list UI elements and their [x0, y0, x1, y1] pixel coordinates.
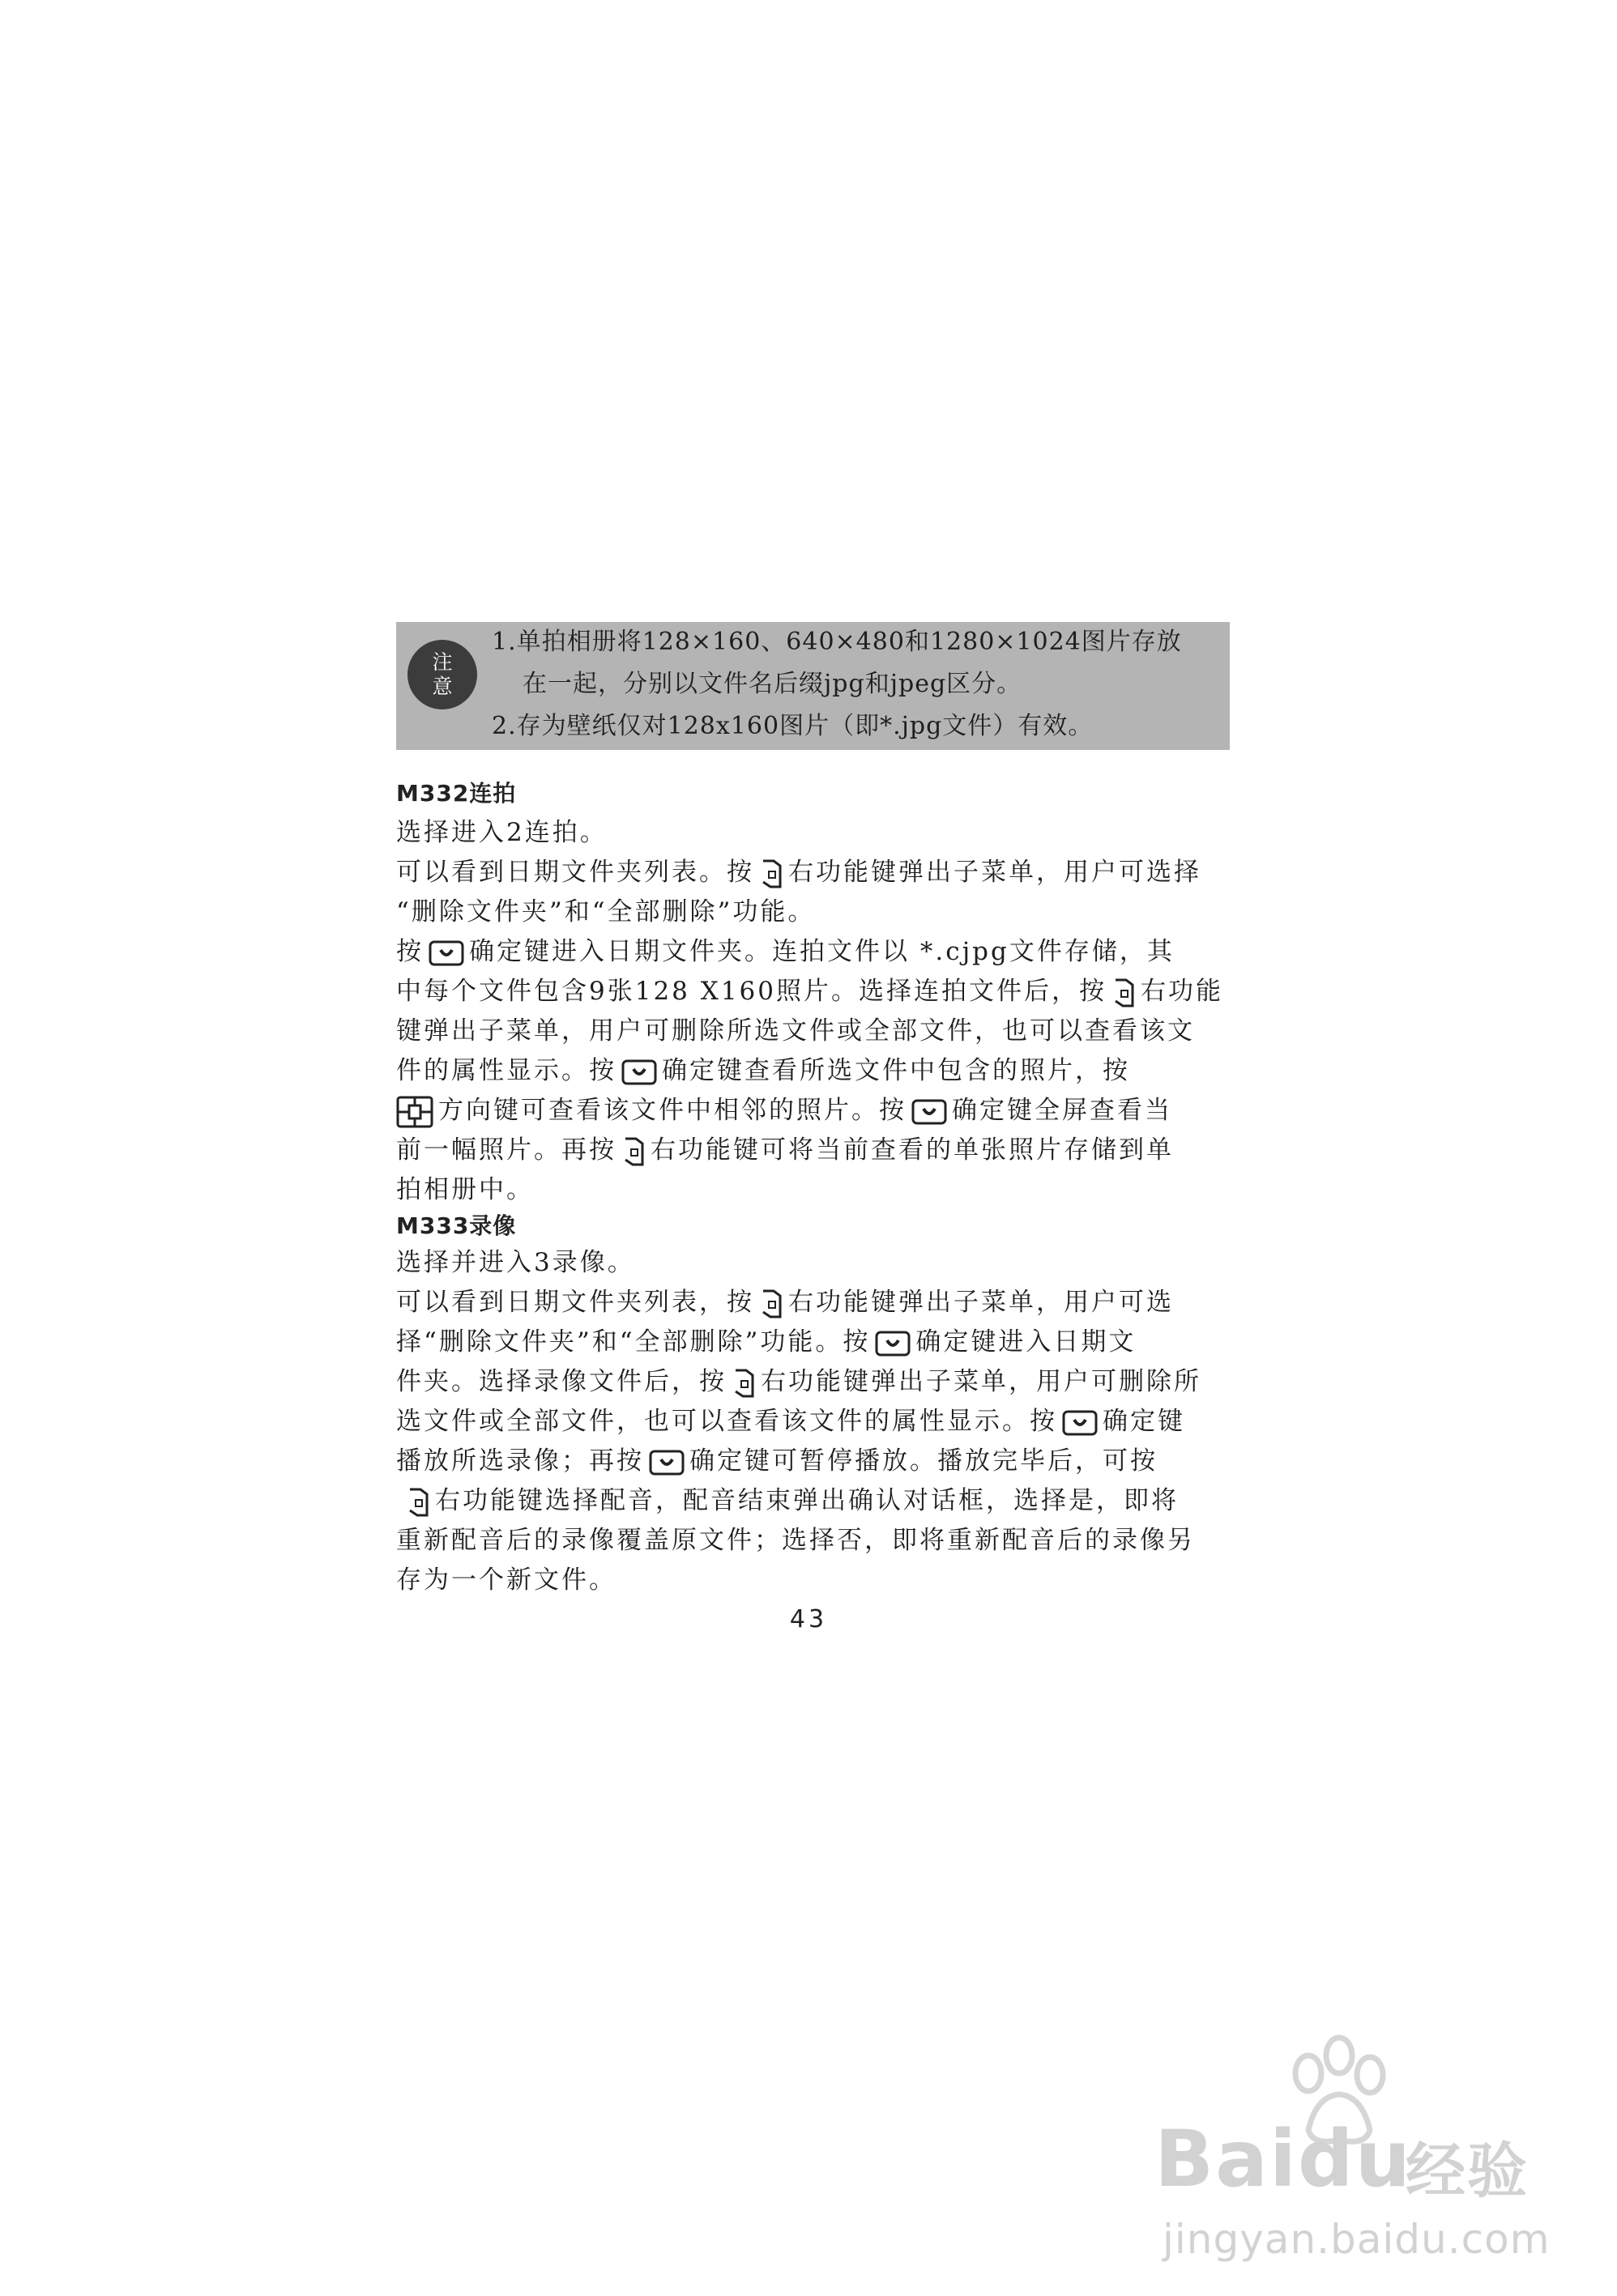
text-line — [396, 1051, 1239, 1091]
text-span: 右功能 — [1140, 977, 1223, 1006]
text-span: 选文件或全部文件，也可以查看该文件的属性显示。按 — [396, 1407, 1057, 1436]
text-span: 确定键进入日期文 — [915, 1327, 1137, 1357]
text-line: 选择进入2连拍。 — [396, 818, 608, 847]
right-soft-key-icon — [406, 1486, 430, 1519]
right-soft-key-icon — [1111, 977, 1136, 1009]
right-soft-key-icon — [732, 1367, 756, 1399]
note-badge-top: 注 — [432, 650, 453, 674]
text-line — [396, 1091, 1239, 1131]
text-span: 右功能键弹出子菜单，用户可选择 — [788, 858, 1201, 887]
text-span: 播放所选录像；再按 — [396, 1446, 644, 1476]
right-soft-key-icon — [621, 1135, 646, 1168]
watermark-brand: Bai — [1154, 2114, 1298, 2204]
text-line: 重新配音后的录像覆盖原文件；选择否，即将重新配音后的录像另 — [396, 1526, 1195, 1555]
text-span: 按 — [396, 937, 424, 966]
text-line: 选择并进入3录像。 — [396, 1248, 635, 1277]
text-span: 中每个文件包含9张128 X160照片。选择连拍文件后，按 — [396, 977, 1107, 1006]
text-span: 可以看到日期文件夹列表，按 — [396, 1288, 754, 1317]
right-soft-key-icon — [759, 1288, 783, 1320]
text-span: 确定键查看所选文件中包含的照片，按 — [662, 1056, 1130, 1085]
ok-key-icon — [911, 1099, 947, 1125]
watermark-url: jingyan.baidu.com — [1163, 2216, 1551, 2263]
ok-key-icon — [875, 1331, 911, 1357]
ok-key-icon — [1062, 1410, 1098, 1436]
text-span: 右功能键弹出子菜单，用户可选 — [788, 1288, 1174, 1317]
ok-key-icon — [429, 940, 464, 966]
text-line — [396, 853, 1239, 892]
text-span: 右功能键选择配音，配音结束弹出确认对话框，选择是，即将 — [435, 1486, 1179, 1515]
text-span: 件的属性显示。按 — [396, 1056, 617, 1085]
note-line-2: 在一起，分别以文件名后缀jpg和jpeg区分。 — [523, 670, 1022, 698]
text-line: 存为一个新文件。 — [396, 1565, 617, 1595]
text-line — [396, 1402, 1239, 1442]
note-badge — [407, 640, 477, 709]
section1-body — [396, 813, 1239, 1210]
direction-key-icon — [396, 1096, 433, 1128]
ok-key-icon — [649, 1450, 685, 1476]
text-line — [396, 1131, 1239, 1170]
text-span: 右功能键弹出子菜单，用户可删除所 — [761, 1367, 1201, 1396]
watermark-brand-du: du — [1297, 2114, 1412, 2204]
text-line — [396, 1481, 1239, 1521]
text-line: 拍相册中。 — [396, 1175, 534, 1204]
section-heading-m333: M333录像 — [396, 1212, 517, 1239]
text-span: 右功能键可将当前查看的单张照片存储到单 — [651, 1135, 1174, 1165]
text-line — [396, 972, 1239, 1012]
watermark-suffix: 经验 — [1406, 2136, 1529, 2206]
text-span: 确定键 — [1103, 1407, 1185, 1436]
text-span: 确定键进入日期文件夹。连拍文件以 *.cjpg文件存储，其 — [469, 937, 1175, 966]
text-line — [396, 1323, 1239, 1362]
ok-key-icon — [621, 1059, 657, 1085]
text-line — [396, 932, 1239, 972]
text-span: 可以看到日期文件夹列表。按 — [396, 858, 754, 887]
text-span: 方向键可查看该文件中相邻的照片。按 — [438, 1096, 907, 1125]
section-heading-m332: M332连拍 — [396, 780, 517, 807]
page-number: 43 — [789, 1605, 828, 1634]
note-line-3: 2.存为壁纸仅对128x160图片（即*.jpg文件）有效。 — [492, 712, 1094, 740]
note-badge-bottom: 意 — [432, 675, 453, 698]
text-line — [396, 1442, 1239, 1481]
right-soft-key-icon — [759, 858, 783, 890]
baidu-jingyan-watermark — [1154, 2033, 1576, 2276]
text-span: 确定键可暂停播放。播放完毕后，可按 — [689, 1446, 1158, 1476]
text-line — [396, 1362, 1239, 1402]
text-span: 确定键全屏查看当 — [952, 1096, 1172, 1125]
section2-body — [396, 1243, 1239, 1600]
text-span: 择“删除文件夹”和“全部删除”功能。按 — [396, 1327, 871, 1357]
note-box — [396, 622, 1230, 750]
text-line — [396, 1283, 1239, 1323]
text-line: 键弹出子菜单，用户可删除所选文件或全部文件，也可以查看该文 — [396, 1016, 1195, 1046]
text-line: “删除文件夹”和“全部删除”功能。 — [396, 897, 816, 926]
note-line-1: 1.单拍相册将128×160、640×480和1280×1024图片存放 — [492, 628, 1182, 656]
text-span: 件夹。选择录像文件后，按 — [396, 1367, 727, 1396]
text-span: 前一幅照片。再按 — [396, 1135, 617, 1165]
